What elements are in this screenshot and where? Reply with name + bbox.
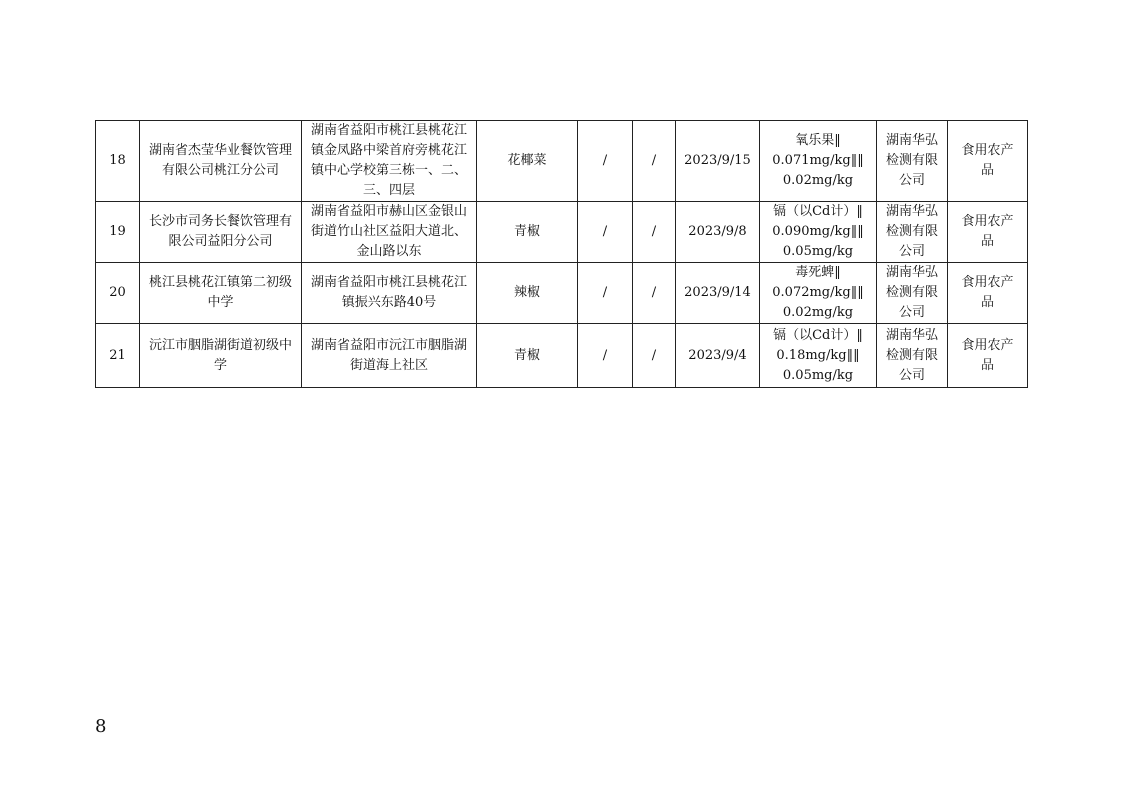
company-name: 桃江县桃花江镇第二初级 中学 bbox=[140, 263, 302, 324]
table-row bbox=[96, 263, 1028, 324]
slash-cell: / bbox=[578, 324, 633, 388]
row-number: 18 bbox=[96, 121, 140, 202]
test-result: 毒死蜱‖ 0.072mg/kg‖‖ 0.02mg/kg bbox=[760, 263, 877, 324]
testing-agency: 湖南华弘 检测有限 公司 bbox=[877, 121, 948, 202]
test-result: 氧乐果‖ 0.071mg/kg‖‖ 0.02mg/kg bbox=[760, 121, 877, 202]
sampling-date: 2023/9/4 bbox=[676, 324, 760, 388]
table-row bbox=[96, 202, 1028, 263]
slash-cell: / bbox=[633, 121, 676, 202]
food-category: 食用农产 品 bbox=[948, 121, 1028, 202]
company-address: 湖南省益阳市桃江县桃花江 镇振兴东路40号 bbox=[302, 263, 477, 324]
product-name: 辣椒 bbox=[477, 263, 578, 324]
company-address: 湖南省益阳市桃江县桃花江 镇金凤路中梁首府旁桃花江 镇中心学校第三栋一、二、 三、四层 bbox=[302, 121, 477, 202]
sampling-date: 2023/9/14 bbox=[676, 263, 760, 324]
product-name: 青椒 bbox=[477, 324, 578, 388]
company-name: 湖南省杰莹华业餐饮管理 有限公司桃江分公司 bbox=[140, 121, 302, 202]
row-number: 20 bbox=[96, 263, 140, 324]
page-number: 8 bbox=[95, 716, 107, 737]
test-result: 镉（以Cd计）‖ 0.090mg/kg‖‖ 0.05mg/kg bbox=[760, 202, 877, 263]
slash-cell: / bbox=[633, 324, 676, 388]
food-category: 食用农产 品 bbox=[948, 263, 1028, 324]
sampling-date: 2023/9/15 bbox=[676, 121, 760, 202]
testing-agency: 湖南华弘 检测有限 公司 bbox=[877, 324, 948, 388]
row-number: 19 bbox=[96, 202, 140, 263]
company-address: 湖南省益阳市沅江市胭脂湖 街道海上社区 bbox=[302, 324, 477, 388]
row-number: 21 bbox=[96, 324, 140, 388]
test-result: 镉（以Cd计）‖ 0.18mg/kg‖‖ 0.05mg/kg bbox=[760, 324, 877, 388]
slash-cell: / bbox=[633, 263, 676, 324]
food-category: 食用农产 品 bbox=[948, 202, 1028, 263]
company-name: 沅江市胭脂湖街道初级中 学 bbox=[140, 324, 302, 388]
product-name: 花椰菜 bbox=[477, 121, 578, 202]
sampling-date: 2023/9/8 bbox=[676, 202, 760, 263]
table-row bbox=[96, 324, 1028, 388]
slash-cell: / bbox=[578, 121, 633, 202]
table-row bbox=[96, 121, 1028, 202]
slash-cell: / bbox=[578, 263, 633, 324]
food-category: 食用农产 品 bbox=[948, 324, 1028, 388]
testing-agency: 湖南华弘 检测有限 公司 bbox=[877, 202, 948, 263]
inspection-results-table bbox=[95, 120, 1028, 388]
company-name: 长沙市司务长餐饮管理有 限公司益阳分公司 bbox=[140, 202, 302, 263]
product-name: 青椒 bbox=[477, 202, 578, 263]
slash-cell: / bbox=[578, 202, 633, 263]
testing-agency: 湖南华弘 检测有限 公司 bbox=[877, 263, 948, 324]
company-address: 湖南省益阳市赫山区金银山 街道竹山社区益阳大道北、 金山路以东 bbox=[302, 202, 477, 263]
slash-cell: / bbox=[633, 202, 676, 263]
